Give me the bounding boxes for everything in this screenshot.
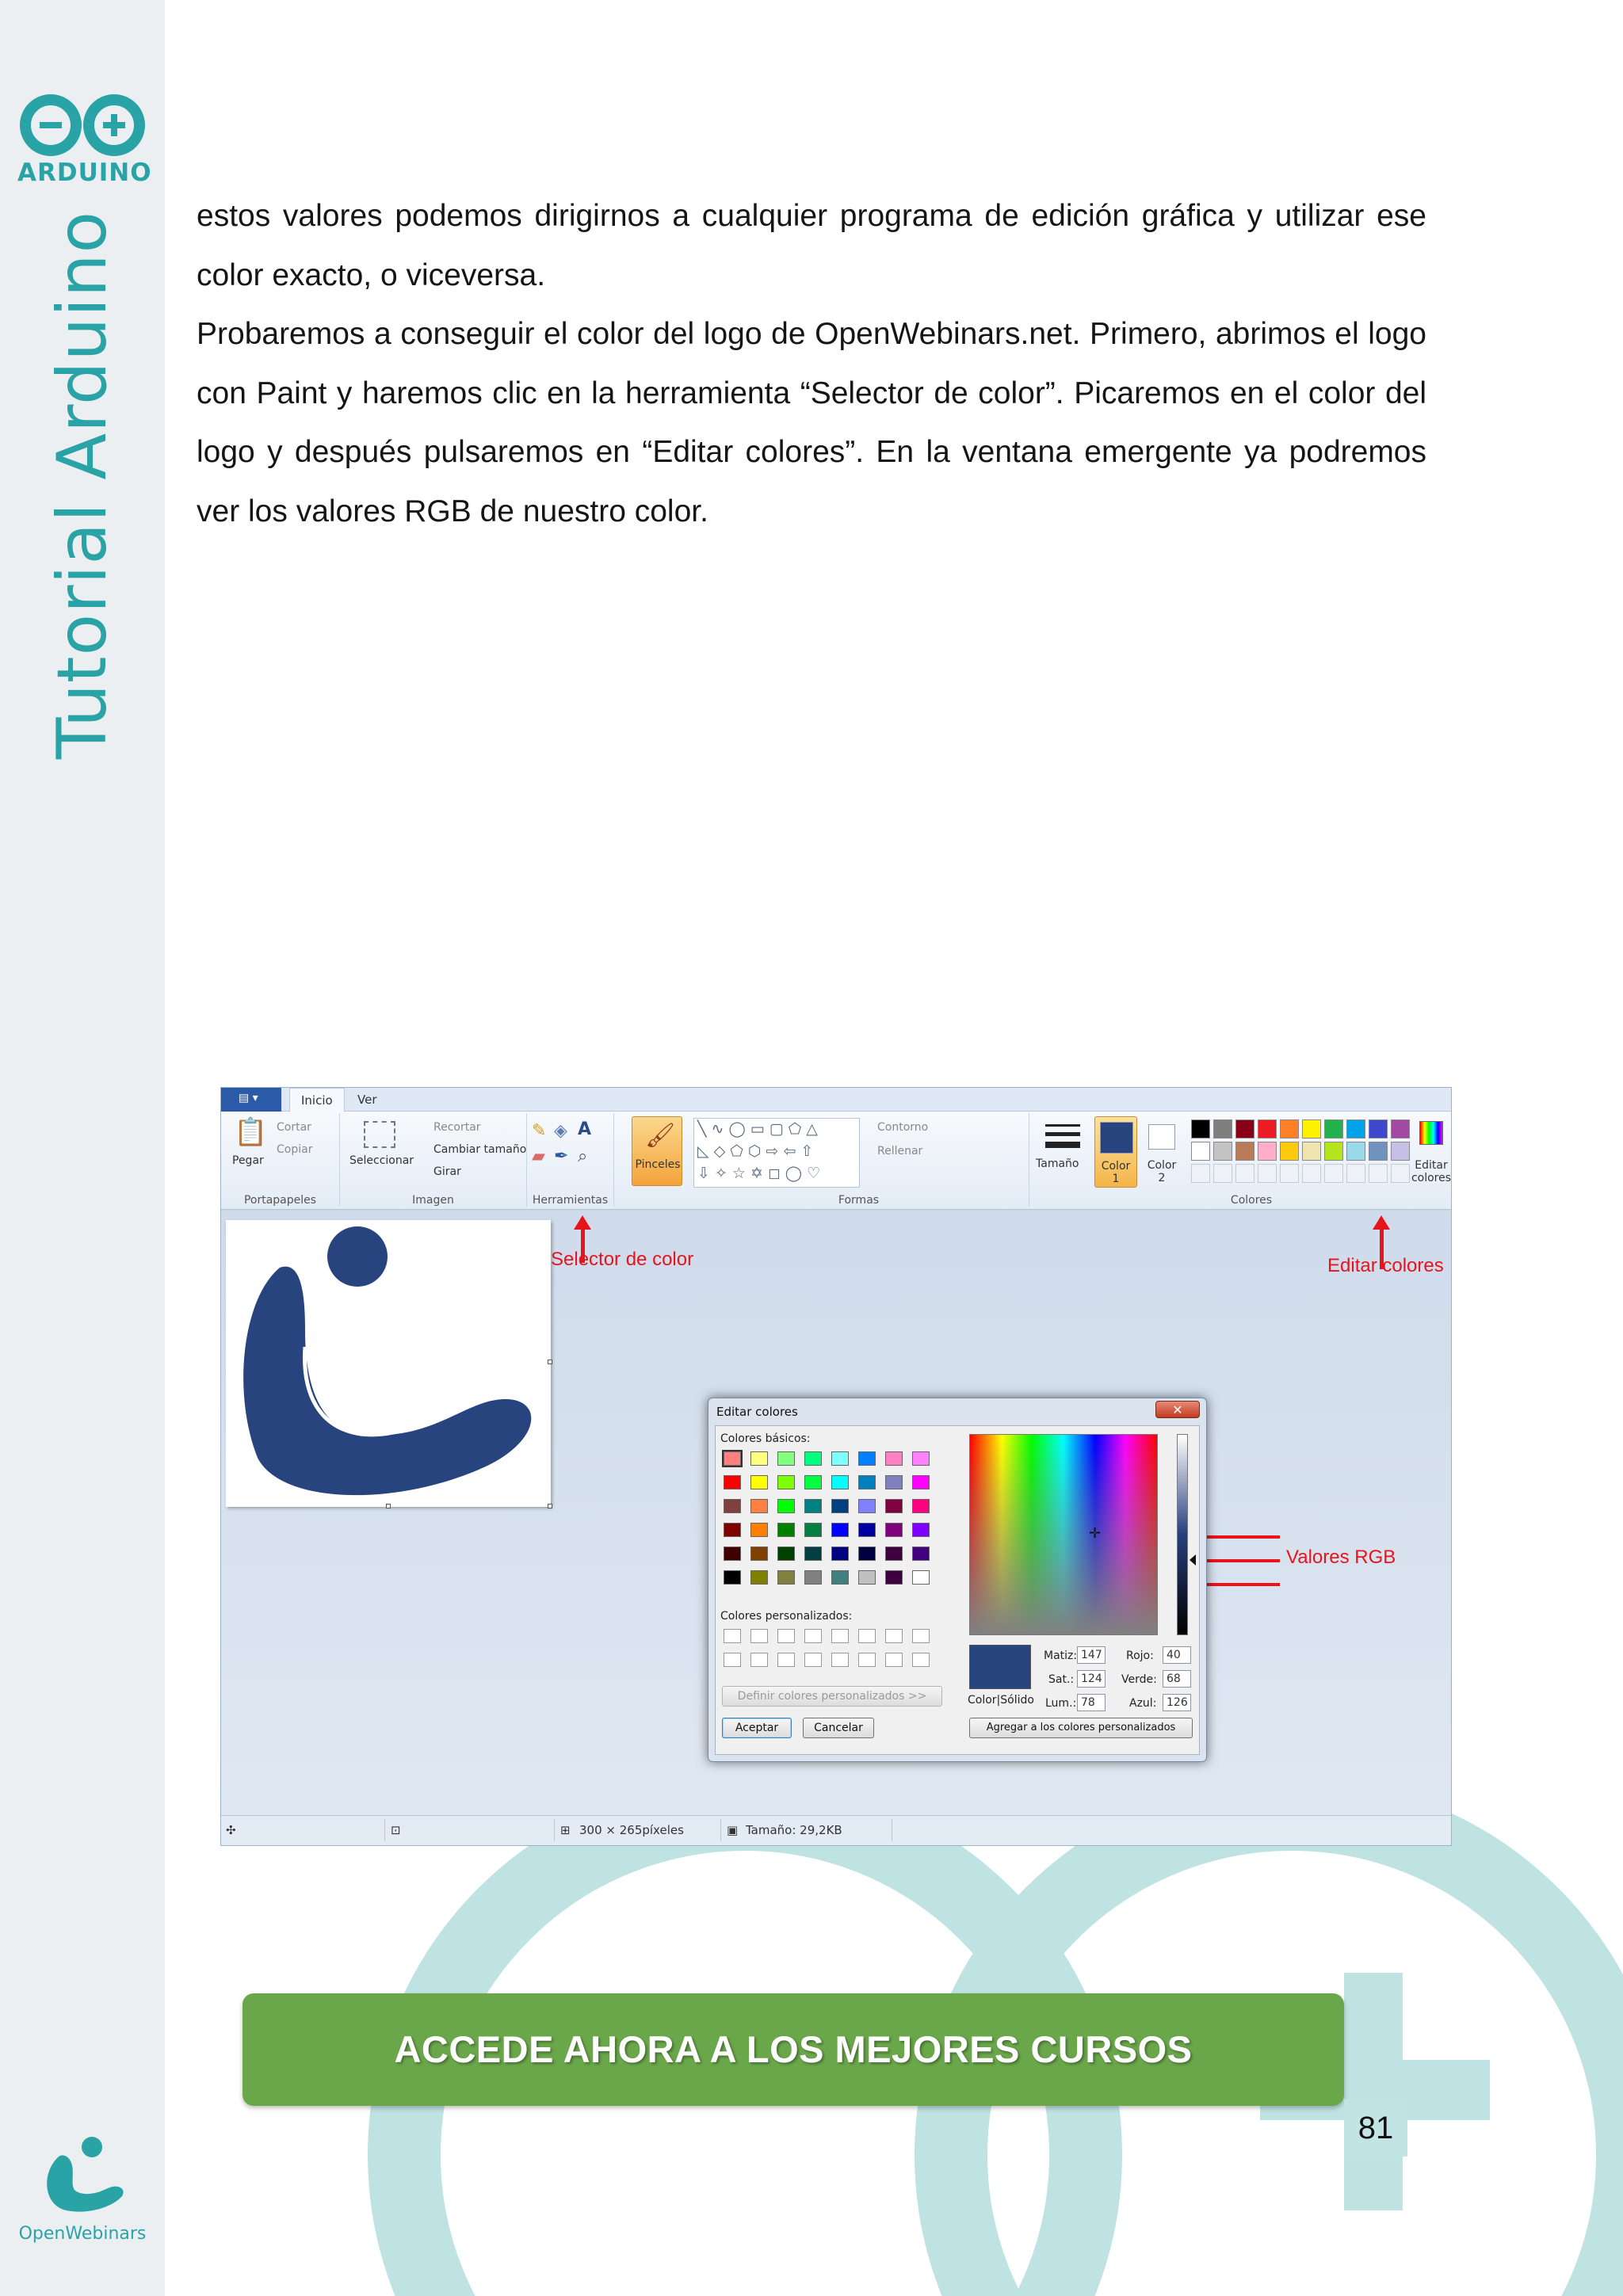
rgb-arrow-blue-icon: [1204, 1583, 1280, 1586]
palette-swatch[interactable]: [1258, 1119, 1277, 1138]
basic-color-swatch[interactable]: [777, 1523, 795, 1537]
select-button[interactable]: Seleccionar: [349, 1154, 414, 1167]
color2-button[interactable]: [1140, 1116, 1183, 1188]
file-size: Tamaño: 29,2KB: [746, 1823, 842, 1837]
basic-color-swatch[interactable]: [912, 1499, 930, 1513]
rotate-button[interactable]: Girar: [433, 1165, 461, 1178]
color-picker-icon[interactable]: ✒: [554, 1146, 569, 1166]
cut-button[interactable]: Cortar: [277, 1121, 311, 1134]
basic-color-swatch[interactable]: [804, 1570, 822, 1585]
basic-color-swatch[interactable]: [804, 1523, 822, 1537]
custom-color-swatch[interactable]: [912, 1653, 930, 1667]
edit-colors-icon: [1419, 1121, 1443, 1145]
basic-color-swatch[interactable]: [858, 1570, 876, 1585]
dialog-title: Editar colores: [716, 1405, 798, 1419]
selection-icon: ⊡: [391, 1823, 401, 1837]
palette-swatch[interactable]: [1324, 1119, 1343, 1138]
palette-swatch[interactable]: [1280, 1119, 1299, 1138]
rgb-arrow-red-icon: [1204, 1535, 1280, 1539]
palette-swatch-empty[interactable]: [1369, 1164, 1388, 1183]
image-canvas[interactable]: [226, 1220, 551, 1507]
rgb-arrow-green-icon: [1204, 1559, 1280, 1562]
annotation-edit: Editar colores: [1327, 1255, 1444, 1276]
palette-swatch[interactable]: [1213, 1142, 1232, 1161]
edit-colors-button[interactable]: [1410, 1116, 1451, 1188]
basic-color-swatch[interactable]: [858, 1499, 876, 1513]
palette-swatch[interactable]: [1258, 1142, 1277, 1161]
basic-color-swatch[interactable]: [858, 1451, 876, 1466]
basic-color-swatch[interactable]: [885, 1523, 903, 1537]
arduino-infinity-icon: [17, 93, 147, 157]
custom-color-swatch[interactable]: [831, 1653, 849, 1667]
hue-label: Matiz:: [1044, 1650, 1078, 1662]
basic-colors-label: Colores básicos:: [720, 1432, 811, 1445]
color1-swatch: [1100, 1122, 1133, 1154]
define-custom-colors-button[interactable]: Definir colores personalizados >>: [722, 1686, 942, 1707]
dialog-body: [715, 1425, 1200, 1755]
arduino-logo: [17, 93, 152, 187]
custom-color-swatch[interactable]: [777, 1653, 795, 1667]
openwebinars-logo: [16, 2133, 149, 2244]
basic-color-swatch[interactable]: [831, 1547, 849, 1561]
group-image: [340, 1113, 527, 1207]
fill-button[interactable]: Rellenar: [877, 1145, 923, 1158]
basic-color-swatch[interactable]: [777, 1570, 795, 1585]
basic-color-swatch[interactable]: [831, 1451, 849, 1466]
sat-input[interactable]: 124: [1077, 1670, 1106, 1688]
palette-swatch-empty[interactable]: [1213, 1164, 1232, 1183]
group-shapes: [689, 1113, 1029, 1207]
palette-swatch[interactable]: [1346, 1142, 1365, 1161]
edit-colors-label-1: Editar: [1415, 1159, 1448, 1172]
pencil-icon[interactable]: ✎: [532, 1121, 547, 1141]
color1-label: Color: [1101, 1160, 1131, 1173]
basic-color-swatch[interactable]: [804, 1451, 822, 1466]
basic-color-swatch[interactable]: [724, 1570, 741, 1585]
cancel-button[interactable]: Cancelar: [803, 1718, 874, 1738]
canvas-area: [221, 1211, 1451, 1816]
basic-color-swatch[interactable]: [777, 1499, 795, 1513]
add-custom-colors-button[interactable]: Agregar a los colores personalizados: [969, 1718, 1193, 1738]
basic-color-swatch[interactable]: [858, 1523, 876, 1537]
palette-swatch[interactable]: [1235, 1142, 1254, 1161]
copy-button[interactable]: Copiar: [277, 1143, 313, 1156]
move-icon: ✣: [226, 1823, 236, 1837]
palette-swatch[interactable]: [1191, 1142, 1210, 1161]
color1-number: 1: [1112, 1173, 1120, 1185]
basic-color-swatch[interactable]: [724, 1475, 741, 1489]
palette-swatch-empty[interactable]: [1346, 1164, 1365, 1183]
palette-swatch[interactable]: [1302, 1142, 1321, 1161]
basic-color-swatch[interactable]: [804, 1547, 822, 1561]
palette-swatch[interactable]: [1391, 1119, 1410, 1138]
lum-input[interactable]: 78: [1077, 1694, 1106, 1711]
resize-button[interactable]: Cambiar tamaño: [433, 1143, 527, 1156]
basic-color-swatch[interactable]: [912, 1451, 930, 1466]
group-label-tools: Herramientas: [532, 1194, 609, 1207]
green-input[interactable]: 68: [1163, 1670, 1191, 1688]
cta-button[interactable]: ACCEDE AHORA A LOS MEJORES CURSOS: [242, 1993, 1344, 2106]
custom-color-swatch[interactable]: [750, 1629, 768, 1643]
group-label-shapes: Formas: [838, 1194, 880, 1207]
palette-swatch[interactable]: [1302, 1119, 1321, 1138]
openwebinars-logo-image: [226, 1220, 551, 1507]
basic-color-swatch[interactable]: [885, 1475, 903, 1489]
basic-color-swatch[interactable]: [750, 1523, 768, 1537]
basic-color-swatch[interactable]: [912, 1570, 930, 1585]
palette-swatch[interactable]: [1191, 1119, 1210, 1138]
paragraph-2: Probaremos a conseguir el color del logo de OpenWebinars.net. Primero, abrimos el logo con Paint y haremos clic en la herramienta “Selector de color”. Picaremos en el color del logo y después pulsaremos en “Editar colores”. En la ventana emergente ya podremos ver los valores RGB de nuestro color.: [197, 317, 1426, 528]
sidebar: [0, 0, 165, 2296]
custom-color-swatch[interactable]: [724, 1629, 741, 1643]
paste-button[interactable]: Pegar: [232, 1154, 264, 1167]
status-bar: [221, 1815, 1451, 1845]
basic-color-swatch[interactable]: [777, 1547, 795, 1561]
edit-colors-dialog: [708, 1398, 1207, 1762]
basic-color-swatch[interactable]: [858, 1475, 876, 1489]
palette-swatch[interactable]: [1213, 1119, 1232, 1138]
file-menu-button[interactable]: [221, 1088, 281, 1112]
basic-color-swatch[interactable]: [912, 1523, 930, 1537]
group-label-clipboard: Portapapeles: [243, 1194, 317, 1207]
palette-swatch[interactable]: [1346, 1119, 1365, 1138]
green-label: Verde:: [1121, 1673, 1157, 1686]
poly-shape-icon[interactable]: ◺ ◇ ⬠ ⬡ ⇨ ⇦ ⇧: [697, 1142, 814, 1160]
crop-button[interactable]: Recortar: [433, 1121, 481, 1134]
crosshair-icon: ✛: [1089, 1525, 1102, 1542]
magnifier-icon[interactable]: ⌕: [578, 1146, 588, 1166]
dialog-close-button[interactable]: ✕: [1155, 1401, 1200, 1418]
annotation-picker: Selector de color: [551, 1249, 694, 1270]
select-icon: [364, 1121, 395, 1148]
star-shape-icon[interactable]: ⇩ ✧ ☆ ✡ ◻ ◯ ♡: [697, 1165, 821, 1182]
color-preview: [969, 1645, 1031, 1689]
sat-label: Sat.:: [1048, 1673, 1075, 1686]
basic-color-swatch[interactable]: [912, 1475, 930, 1489]
basic-color-swatch[interactable]: [885, 1547, 903, 1561]
group-label-colors: Colores: [1230, 1194, 1273, 1207]
lum-label: Lum.:: [1045, 1697, 1077, 1710]
edit-colors-label-2: colores: [1411, 1172, 1452, 1184]
custom-color-swatch[interactable]: [858, 1653, 876, 1667]
palette-swatch[interactable]: [1324, 1142, 1343, 1161]
fill-icon[interactable]: ◈: [554, 1121, 567, 1141]
dimensions-icon: ⊞: [560, 1823, 571, 1837]
shapes-gallery[interactable]: [693, 1118, 860, 1188]
basic-color-swatch[interactable]: [750, 1570, 768, 1585]
line-shape-icon[interactable]: ╲ ∿ ◯ ▭ ▢ ⬠ △: [697, 1120, 818, 1138]
basic-color-swatch[interactable]: [750, 1499, 768, 1513]
outline-button[interactable]: Contorno: [877, 1121, 929, 1134]
basic-color-swatch[interactable]: [831, 1523, 849, 1537]
basic-color-swatch[interactable]: [724, 1451, 741, 1466]
solid-color-label: Color|Sólido: [968, 1694, 1034, 1707]
palette-swatch-empty[interactable]: [1191, 1164, 1210, 1183]
basic-color-swatch[interactable]: [777, 1451, 795, 1466]
custom-color-swatch[interactable]: [804, 1629, 822, 1643]
color1-button[interactable]: [1094, 1116, 1137, 1188]
luminosity-pointer-icon[interactable]: [1190, 1554, 1196, 1566]
paint-screenshot: [220, 1087, 1452, 1846]
palette-swatch-empty[interactable]: [1391, 1164, 1410, 1183]
custom-color-swatch[interactable]: [777, 1629, 795, 1643]
basic-color-swatch[interactable]: [750, 1451, 768, 1466]
accept-button[interactable]: Aceptar: [722, 1718, 792, 1738]
image-dimensions: 300 × 265píxeles: [579, 1823, 684, 1837]
color-spectrum[interactable]: [969, 1434, 1158, 1635]
body-text: [197, 187, 1426, 541]
basic-color-swatch[interactable]: [750, 1547, 768, 1561]
group-tools: [527, 1113, 614, 1207]
eraser-icon[interactable]: ▰: [532, 1146, 545, 1166]
group-clipboard: [221, 1113, 340, 1207]
page-number: 81: [1344, 2100, 1407, 2157]
basic-color-swatch[interactable]: [777, 1475, 795, 1489]
custom-color-swatch[interactable]: [858, 1629, 876, 1643]
hue-input[interactable]: 147: [1077, 1646, 1106, 1664]
brushes-button[interactable]: [632, 1116, 682, 1186]
basic-color-swatch[interactable]: [831, 1499, 849, 1513]
vertical-title: Tutorial Arduino: [43, 210, 122, 760]
basic-color-swatch[interactable]: [885, 1451, 903, 1466]
basic-color-swatch[interactable]: [831, 1570, 849, 1585]
basic-color-swatch[interactable]: [885, 1570, 903, 1585]
custom-color-swatch[interactable]: [831, 1629, 849, 1643]
color2-swatch: [1148, 1124, 1175, 1150]
tab-ver[interactable]: Ver: [357, 1093, 377, 1107]
openwebinars-icon: [35, 2133, 130, 2218]
group-size: [1029, 1113, 1093, 1207]
color2-number: 2: [1158, 1172, 1166, 1184]
basic-color-swatch[interactable]: [804, 1475, 822, 1489]
paragraph-1: estos valores podemos dirigirnos a cualquier programa de edición gráfica y utilizar ese color exacto, o viceversa.: [197, 199, 1426, 292]
palette-swatch-empty[interactable]: [1324, 1164, 1343, 1183]
palette-swatch-empty[interactable]: [1258, 1164, 1277, 1183]
custom-color-swatch[interactable]: [912, 1629, 930, 1643]
red-label: Rojo:: [1126, 1650, 1154, 1662]
arduino-wordmark: ARDUINO: [17, 158, 152, 187]
luminosity-slider[interactable]: [1177, 1434, 1188, 1635]
custom-color-swatch[interactable]: [804, 1653, 822, 1667]
brush-icon: 🖌: [645, 1122, 676, 1150]
palette-swatch[interactable]: [1369, 1142, 1388, 1161]
color2-label: Color: [1147, 1159, 1177, 1172]
red-input[interactable]: 40: [1163, 1646, 1191, 1664]
brushes-label: Pinceles: [635, 1158, 681, 1171]
paste-icon: 📋: [234, 1116, 268, 1148]
group-label-image: Imagen: [412, 1194, 454, 1207]
palette-swatch-empty[interactable]: [1235, 1164, 1254, 1183]
basic-color-swatch[interactable]: [750, 1475, 768, 1489]
tab-inicio[interactable]: Inicio: [289, 1088, 345, 1112]
ribbon-tabs: [221, 1088, 1451, 1112]
palette-swatch[interactable]: [1280, 1142, 1299, 1161]
basic-color-swatch[interactable]: [724, 1523, 741, 1537]
basic-color-swatch[interactable]: [858, 1547, 876, 1561]
ribbon: [221, 1112, 1451, 1210]
palette-swatch[interactable]: [1369, 1119, 1388, 1138]
openwebinars-wordmark: OpenWebinars: [18, 2224, 147, 2244]
text-icon[interactable]: A: [578, 1119, 592, 1139]
custom-color-swatch[interactable]: [885, 1629, 903, 1643]
basic-color-swatch[interactable]: [885, 1499, 903, 1513]
palette-swatch[interactable]: [1391, 1142, 1410, 1161]
palette-swatch-empty[interactable]: [1302, 1164, 1321, 1183]
basic-color-swatch[interactable]: [724, 1499, 741, 1513]
custom-colors-label: Colores personalizados:: [720, 1610, 853, 1623]
basic-color-swatch[interactable]: [804, 1499, 822, 1513]
disk-icon: ▣: [727, 1823, 739, 1837]
basic-color-swatch[interactable]: [912, 1547, 930, 1561]
custom-color-swatch[interactable]: [750, 1653, 768, 1667]
custom-color-swatch[interactable]: [885, 1653, 903, 1667]
blue-label: Azul:: [1129, 1697, 1157, 1710]
group-colors: [1093, 1113, 1452, 1207]
blue-input[interactable]: 126: [1163, 1694, 1191, 1711]
size-button[interactable]: Tamaño: [1036, 1158, 1079, 1170]
basic-color-swatch[interactable]: [724, 1547, 741, 1561]
palette-swatch[interactable]: [1235, 1119, 1254, 1138]
basic-color-swatch[interactable]: [831, 1475, 849, 1489]
palette-swatch-empty[interactable]: [1280, 1164, 1299, 1183]
annotation-rgb: Valores RGB: [1286, 1547, 1396, 1568]
custom-color-swatch[interactable]: [724, 1653, 741, 1667]
